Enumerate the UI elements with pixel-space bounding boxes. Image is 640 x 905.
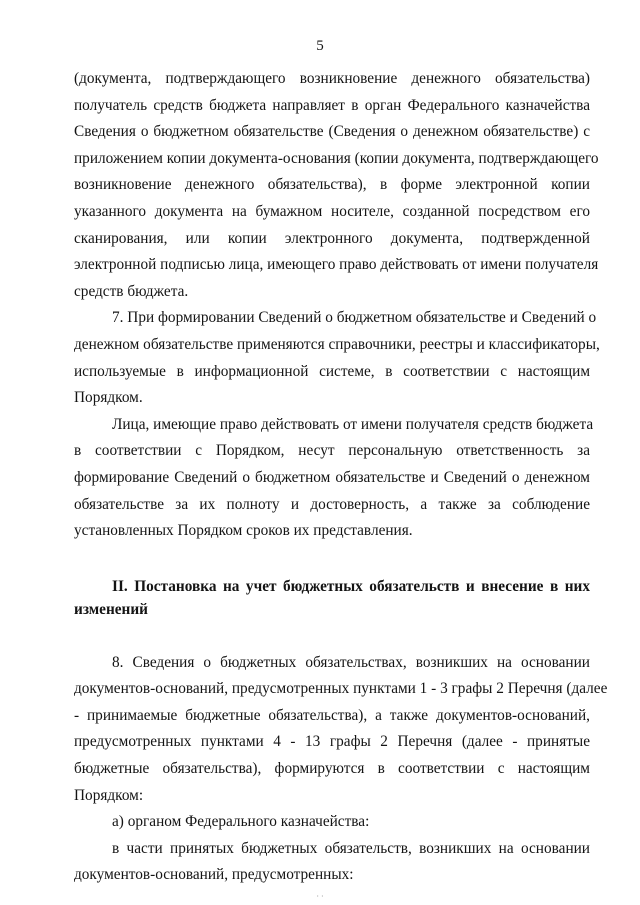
document-body	[74, 66, 608, 889]
heading-line: изменений	[74, 600, 148, 618]
paragraph-accepted-obligations	[74, 836, 590, 889]
text-line: формирование Сведений о бюджетном обязательстве и Сведений о денежном	[74, 468, 590, 486]
text-line: приложением копии документа-основания (копии документа, подтверждающего	[74, 149, 599, 167]
text-line: электронной подписью лица, имеющего право действовать от имени получателя	[74, 256, 599, 274]
text-line: 7. При формировании Сведений о бюджетном обязательстве и Сведений о	[112, 309, 597, 327]
text-line: Порядком:	[74, 786, 144, 804]
heading-line: II. Постановка на учет бюджетных обязательств и внесение в них	[112, 577, 590, 595]
text-line: бюджетные обязательства), формируются в соответствии с настоящим	[74, 760, 590, 778]
text-line: используемые в информационной системе, в соответствии с настоящим	[74, 362, 590, 380]
text-line: в части принятых бюджетных обязательств, возникших на основании	[112, 839, 590, 857]
text-line: денежном обязательстве применяются справочники, реестры и классификаторы,	[74, 335, 600, 353]
text-line: возникновение денежного обязательства), в форме электронной копии	[74, 176, 590, 194]
text-line: а) органом Федерального казначейства:	[112, 813, 370, 831]
paragraph-subitem-a	[74, 809, 590, 836]
text-line: средств бюджета.	[74, 282, 189, 300]
text-line: предусмотренных пунктами 4 - 13 графы 2 Перечня (далее - принятые	[74, 733, 590, 751]
paragraph-continuation	[74, 66, 599, 305]
text-line: Сведения о бюджетном обязательстве (Сведения о денежном обязательстве) с	[74, 123, 590, 141]
paragraph-item-8	[74, 650, 608, 810]
text-line: документов-оснований, предусмотренных пунктами 1 - 3 графы 2 Перечня (далее	[74, 680, 608, 698]
text-line: указанного документа на бумажном носителе, созданной посредством его	[74, 202, 590, 220]
text-line: документов-оснований, предусмотренных:	[74, 866, 354, 884]
text-line: обязательстве за их полноту и достоверность, а также за соблюдение	[74, 495, 590, 513]
paragraph-responsibility	[74, 412, 594, 545]
paragraph-item-7	[74, 305, 600, 411]
text-line: сканирования, или копии электронного документа, подтвержденной	[74, 229, 590, 247]
text-line: - принимаемые бюджетные обязательства), а также документов-оснований,	[74, 706, 590, 724]
text-line: Лица, имеющие право действовать от имени получателя средств бюджета	[112, 415, 594, 433]
page-number: 5	[316, 38, 324, 54]
text-line: в соответствии с Порядком, несут персональную ответственность за	[74, 442, 590, 460]
text-line: получатель средств бюджета направляет в орган Федерального казначейства	[74, 96, 590, 114]
text-line: (документа, подтверждающего возникновение денежного обязательства)	[74, 70, 590, 87]
footer-mark: · ·	[316, 892, 324, 901]
text-line: Порядком.	[74, 389, 143, 407]
text-line: 8. Сведения о бюджетных обязательствах, возникших на основании	[112, 653, 590, 671]
text-line: установленных Порядком сроков их представления.	[74, 522, 413, 540]
section-heading	[74, 575, 590, 621]
